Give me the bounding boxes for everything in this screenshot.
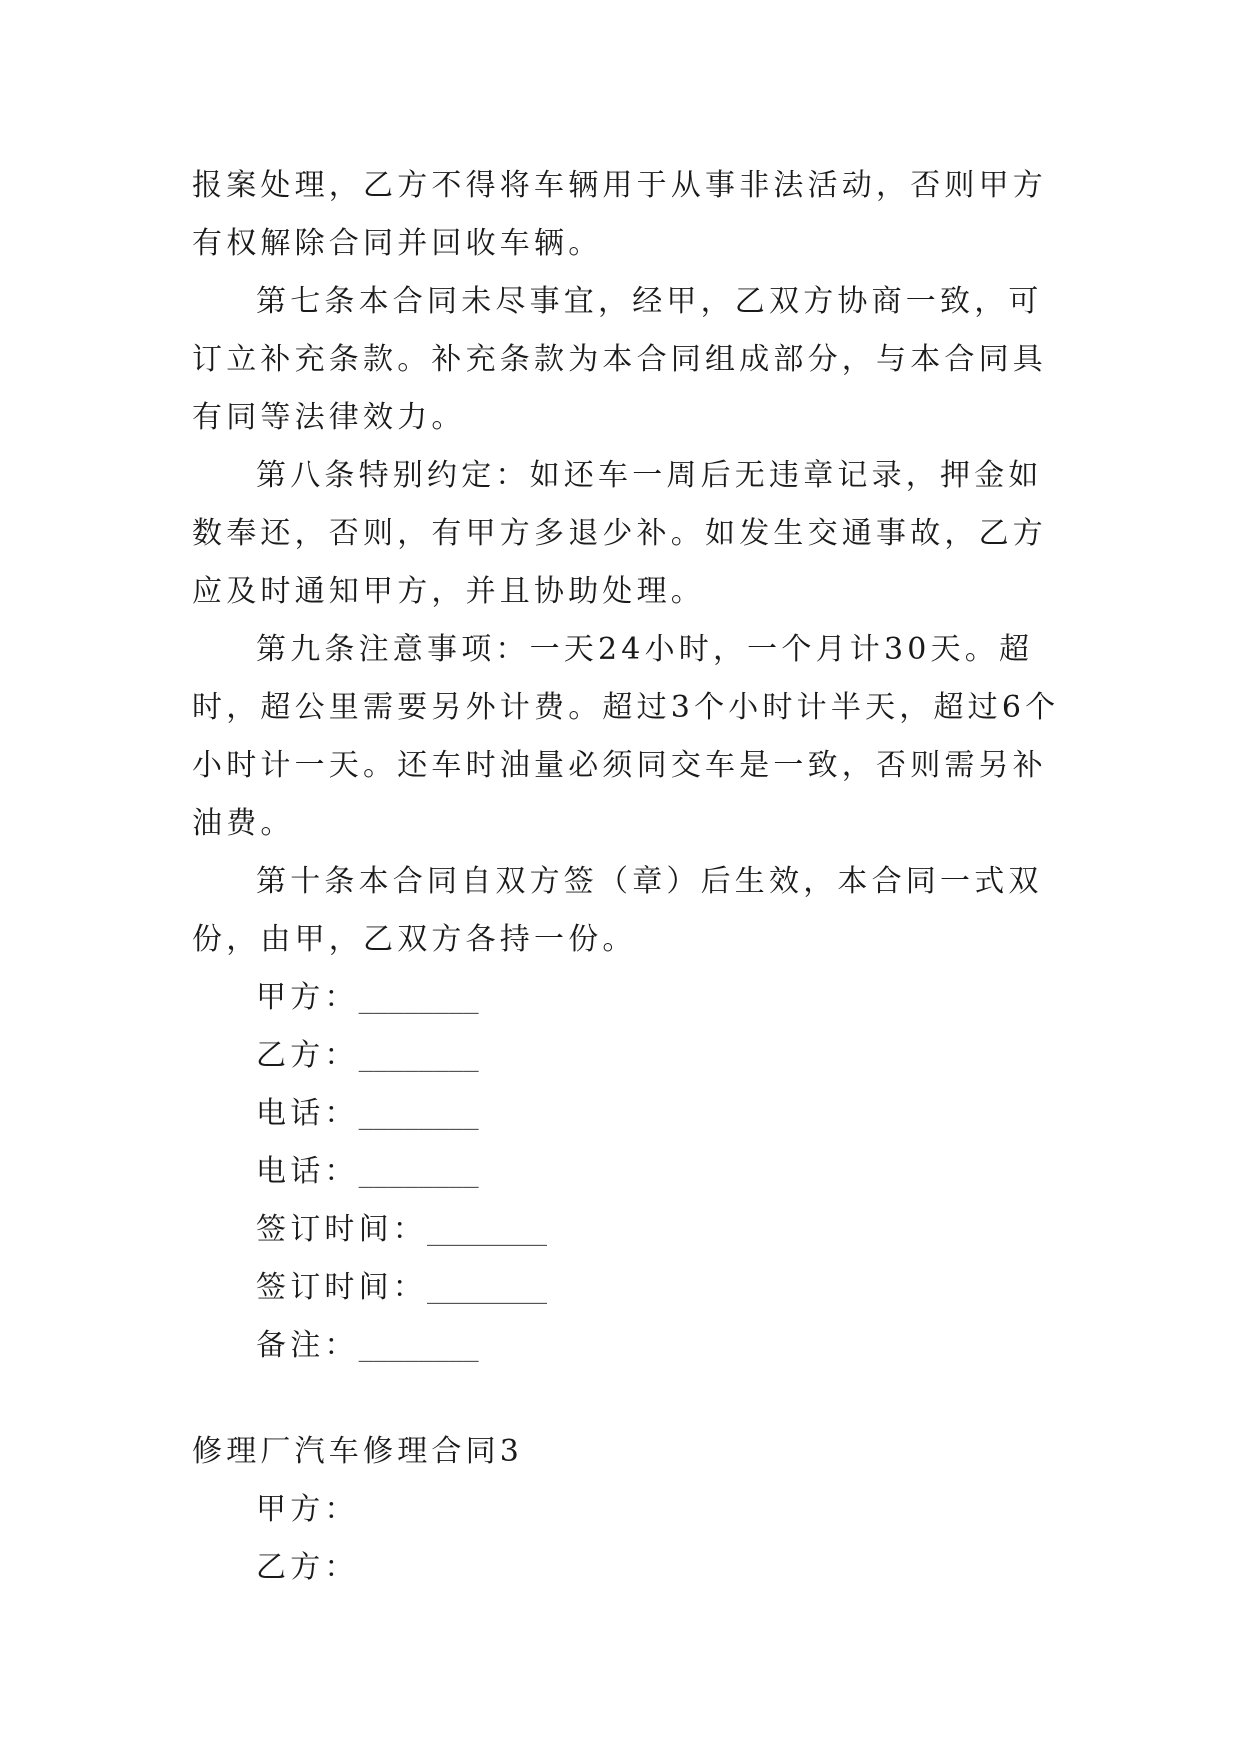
signature-field-date-b xyxy=(256,1259,1060,1317)
field-label: 签订时间： xyxy=(256,1212,427,1247)
section-spacer xyxy=(192,1375,1060,1423)
field-blank: ________ xyxy=(358,1154,479,1189)
field-label: 签订时间： xyxy=(256,1270,427,1305)
field-blank: ________ xyxy=(358,980,479,1015)
field-blank: ________ xyxy=(427,1270,547,1305)
document-content xyxy=(192,157,1060,1597)
signature-field-phone-b xyxy=(256,1143,1060,1201)
field-blank: ________ xyxy=(358,1328,479,1363)
field-blank: ________ xyxy=(358,1096,479,1131)
signature-field-party-a xyxy=(256,969,1060,1027)
signature-block xyxy=(192,969,1060,1375)
paragraph-article-10: 第十条本合同自双方签（章）后生效，本合同一式双份，由甲，乙双方各持一份。 xyxy=(192,864,1043,957)
field-label: 甲方： xyxy=(256,980,359,1015)
field-label: 备注： xyxy=(256,1328,359,1363)
paragraph-article-8: 第八条特别约定：如还车一周后无违章记录，押金如数奉还，否则，有甲方多退少补。如发生交通事故，乙方应及时通知甲方，并且协助处理。 xyxy=(192,458,1047,609)
field-blank: ________ xyxy=(358,1038,479,1073)
field-label: 电话： xyxy=(256,1096,359,1131)
paragraph-article-9: 第九条注意事项：一天24小时，一个月计30天。超时，超公里需要另外计费。超过3个小时计半天，超过6个小时计一天。还车时油量必须同交车是一致，否则需另补油费。 xyxy=(192,632,1060,841)
signature-field-phone-a xyxy=(256,1085,1060,1143)
signature-field-remarks xyxy=(256,1317,1060,1375)
paragraph-continuation: 报案处理，乙方不得将车辆用于从事非法活动，否则甲方有权解除合同并回收车辆。 xyxy=(192,168,1047,261)
next-section-party-a: 甲方： xyxy=(256,1492,359,1527)
signature-field-party-b xyxy=(256,1027,1060,1085)
section-title: 修理厂汽车修理合同3 xyxy=(192,1434,524,1469)
next-section-party-b: 乙方： xyxy=(256,1550,359,1585)
field-label: 电话： xyxy=(256,1154,359,1189)
signature-field-date-a xyxy=(256,1201,1060,1259)
field-blank: ________ xyxy=(427,1212,547,1247)
paragraph-article-7: 第七条本合同未尽事宜，经甲，乙双方协商一致，可订立补充条款。补充条款为本合同组成部分，与本合同具有同等法律效力。 xyxy=(192,284,1047,435)
field-label: 乙方： xyxy=(256,1038,359,1073)
